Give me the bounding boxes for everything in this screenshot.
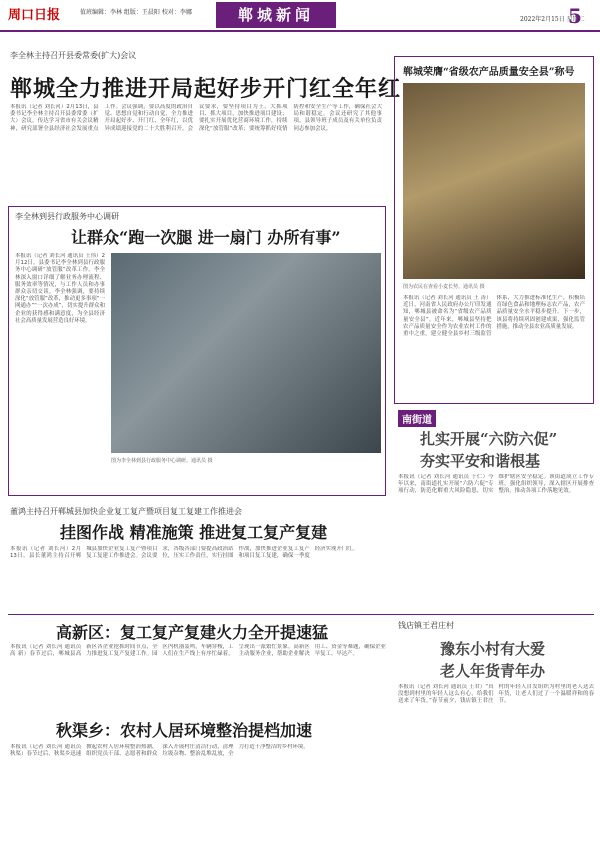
section-title: 郸城新闻 [216,2,336,28]
article4-subtitle: 夯实平安和谐根基 [420,452,541,470]
featured-caption: 图为农民在查看小麦长势。通讯员 摄 [403,284,485,290]
divider [8,614,594,615]
featured-box [394,56,594,404]
lead-kicker: 李全林主持召开县委常委(扩大)会议 [10,51,137,60]
header-rule [0,30,600,32]
article3-kicker: 董鸿主持召开郸城县加快企业复工复产暨项目复工复建工作推进会 [10,507,242,516]
article2-box [8,206,386,496]
article2-body: 本报讯（记者 刘长河 通讯员 王伟）2月12日，县委书记李全林到县行政服务中心调研“放管服”改革工作。李全林深入窗口详细了解业务办理流程、服务效率等情况，与工作人员和办事群众亲切交谈。李全林强调，要持续深化“放管服”改革，推动更多事项“一网通办”“一次办成”，切实提升群众和企业的获得感和满意度，为全县经济社会高质量发展营造良好环境。 [15,253,105,324]
article3-title: 挂图作战 精准施策 推进复工复产复建 [60,523,328,542]
lead-title: 郸城全力推进开局起好步开门红全年红 [10,76,402,102]
lead-body: 本报讯（记者 刘长河）2月13日，县委书记李全林主持召开县委常委（扩大）会议，传达学习省市有关会议精神，研究部署全县经济社会发展重点工作。会议强调，要以高度的政治自觉、思想自觉和行动自觉，全力推进开局起好步、开门红、全年红，以优异成绩迎接党的二十大胜利召开。会议要求，要坚持项目为王，大抓项目、抓大项目，加快推进项目建设；要扎实开展优化营商环境工作，持续深化“放管服”改革；要统筹抓好疫情防控和安全生产等工作，确保社会大局和谐稳定。会议还研究了其他事项。县领导班子成员及有关单位负责同志参加会议。 [10,104,382,132]
featured-photo [403,83,585,279]
article5-title: 高新区：复工复产复建火力全开提速猛 [56,623,329,642]
featured-title: 郸城荣膺“省级农产品质量安全县”称号 [403,67,575,78]
article6-subtitle: 老人年货青年办 [440,662,546,680]
article6-tag: 钱店镇王君庄村 [398,621,454,630]
featured-body: 本报讯（记者 刘长河 通讯员 王 涛）近日，河南省人民政府办公厅印发通知，郸城县被命名为“省级农产品质量安全县”。近年来，郸城县坚持把农产品质量安全作为农业农村工作的重中之重，建立健全县乡村三级监管体系，大力推进标准化生产，积极培育绿色食品和地理标志农产品，农产品质量安全水平稳步提升。下一步，该县将持续巩固创建成果，强化监管措施，推动全县农业高质量发展。 [403,295,585,338]
issue-date: 2022年2月15日 星期二 [520,16,585,23]
article2-kicker: 李全林到县行政服务中心调研 [15,212,119,221]
editor-meta: 值班编辑：李林 组版：王晨阳 校对：李娜 [80,9,192,16]
newspaper-logo: 周口日报 [8,8,61,23]
article2-photo [111,253,381,453]
article4-body: 本报讯（记者 刘长河 通讯员 于仁）今年以来，南街道扎实开展“六防六促”专项行动，防范化解重大风险隐患，切实维护辖区安全稳定。该街道成立工作专班，强化组织领导，深入辖区开展排查整治，推动各项工作落地见效。 [398,474,594,495]
article2-title: 让群众“跑一次腿 进一扇门 办所有事” [71,228,341,247]
page-number: 5 [568,4,582,28]
article4-tag: 南街道 [398,410,436,427]
article6-body: 本报讯（记者 刘长河 通讯员 王君）“真没想到村里的年轻人这么有心，给我们送来了年货。”春节前夕，钱店镇王君庄村的年轻人自发组织为村里的老人送去年货，让老人们过了一个温暖祥和的春节。 [398,684,594,705]
article6-title: 豫东小村有大爱 [440,640,546,658]
article7-body: 本报讯（记者 刘长河 通讯员 秋渠）春节过后，秋渠乡迅速掀起农村人居环境整治热潮，组织党员干部、志愿者和群众深入开展村庄清洁行动，清理垃圾杂物、整治乱堆乱放，全力打造干净整洁的乡村环境。 [10,744,309,758]
article2-caption: 图为李全林到县行政服务中心调研。通讯员 摄 [111,458,213,464]
article7-title: 秋渠乡：农村人居环境整治提档加速 [56,721,313,740]
article4-title: 扎实开展“六防六促” [420,430,558,448]
article5-body: 本报讯（记者 刘长河 通讯员 高 新）春节过后，郸城县高新区各企业抢抓时间节点，全力推进复工复产复建工作。园区内机器轰鸣，车辆穿梭，工人们在生产线上有序忙碌着，呈现出一派繁忙景象。高新区主动服务企业，帮助企业解决用工、资金等难题，确保企业早复工、早达产。 [10,644,386,658]
article3-body: 本报讯（记者 刘长河）2月13日，县长董鸿主持召开郸城县加快企业复工复产暨项目复工复建工作推进会。会议要求，各级各部门要提高政治站位，压实工作责任，实行挂图作战，加快推进企业复工复产和项目复工复建，确保一季度经济实现开门红。 [10,546,358,560]
